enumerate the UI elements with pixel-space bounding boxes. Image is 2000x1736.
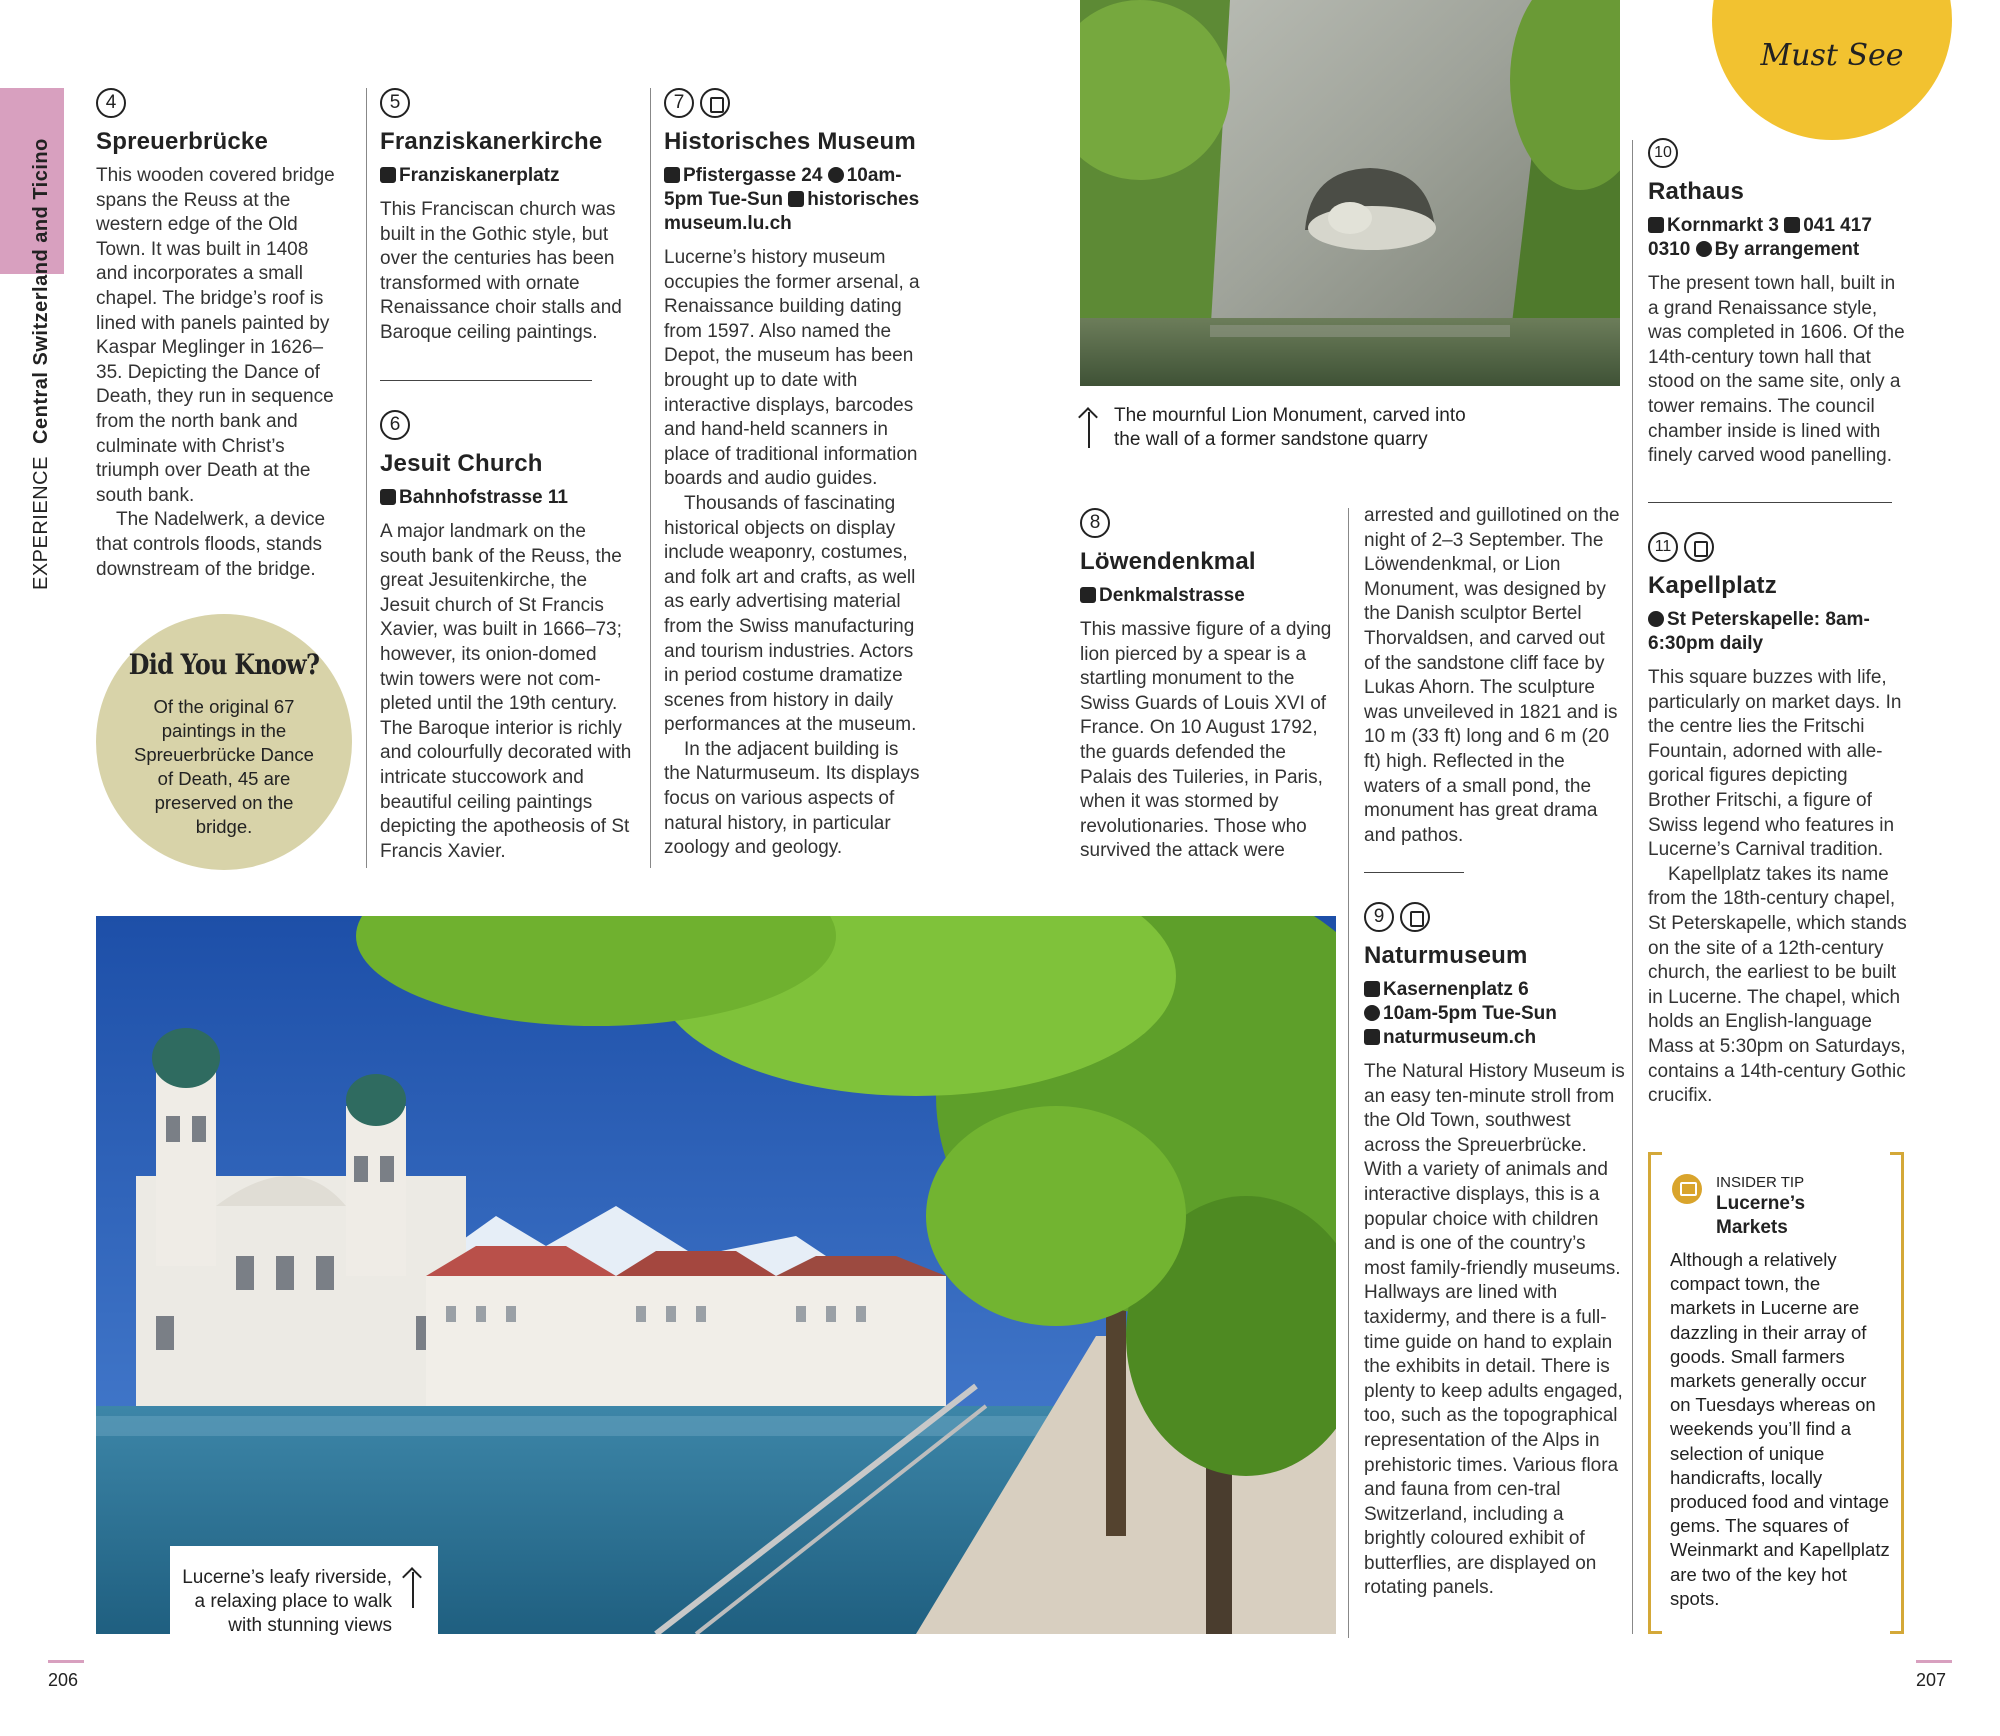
clock-icon	[1364, 1005, 1380, 1021]
separator	[1364, 872, 1464, 873]
section-label	[30, 138, 53, 590]
entry-body	[380, 198, 632, 346]
entry-hours: St Peterskapelle: 8am-6:30pm daily	[1648, 609, 1870, 654]
entry-address: Bahnhofstrasse 11	[380, 486, 632, 510]
entry-number: 11	[1648, 532, 1678, 562]
entry-title: Kapellplatz	[1648, 572, 1777, 599]
entry-info: Kornmarkt 3 041 417 0310 By arrangement	[1648, 215, 1872, 260]
entry-kapellplatz	[1648, 532, 1908, 1109]
entry-number: 4	[96, 88, 126, 118]
home-icon	[664, 167, 680, 183]
entry-franziskanerkirche	[380, 88, 632, 346]
paragraph: A major landmark on the south bank of the Reuss, the great Jesuitenkirche, the Jesuit church of St Francis Xavier, was built in 1666–73; however, its onion-domed twin towers were not com-pleted until the 19th century. The Baroque interior is richly and colourfully decorated with intricate stuccowork and beautiful ceiling paintings depicting the apotheosis of St Francis Xavier.	[380, 521, 632, 862]
paragraph: The Nadelwerk, a device that controls floods, stands downstream of the bridge.	[96, 509, 326, 580]
entry-number: 6	[380, 410, 410, 440]
entry-loewendenkmal	[1080, 508, 1338, 864]
paragraph: Lucerne’s history museum occupies the former arsenal, a Renaissance building dating from 1597. Also named the Depot, the museum has been brought up to date with interactive displays, barcodes and hand-held scanners in place of traditional information boards and audio guides.	[664, 247, 920, 490]
insider-tip-box	[1648, 1152, 1904, 1634]
caption-arrow-up	[1088, 412, 1090, 448]
must-see-badge	[1712, 0, 1952, 140]
web-icon	[1364, 1029, 1380, 1045]
did-you-know-title: Did You Know?	[128, 648, 320, 681]
divider	[650, 88, 651, 868]
home-icon	[380, 489, 396, 505]
family-friendly-icon	[1400, 902, 1430, 932]
did-you-know-box	[96, 614, 352, 870]
entry-number: 9	[1364, 902, 1394, 932]
web-icon	[788, 191, 804, 207]
paragraph: In the adjacent building is the Naturmuseum. Its displays focus on various aspects of natural history, in particular zoology and geology.	[664, 738, 920, 859]
entry-body	[96, 164, 336, 582]
did-you-know-text: Of the original 67 paintings in the Spreuerbrücke Dance of Death, 45 are preserved on the bridge.	[134, 696, 314, 837]
home-icon	[1080, 587, 1096, 603]
paragraph: This massive figure of a dying lion pierced by a spear is a startling monument to the Swiss Guards of Louis XVI of France. On 10 August 1792, the guards defended the Palais des Tuileries, in Paris, when it was stormed by revolutionaries. Those who survived the attack were	[1080, 619, 1332, 862]
entry-body	[380, 520, 632, 864]
paragraph: arrested and guillotined on the night of 2–3 September. The Löwendenkmal, or Lion Monument, was designed by the Danish sculptor Bertel Thorvaldsen, and carved out of the sandstone cliff face by Lukas Ahorn. The sculpture was unveileved in 1821 and is 10 m (33 ft) long and 6 m (20 ft) high. Reflected in the waters of a small pond, the monument has great drama and pathos.	[1364, 505, 1620, 846]
entry-title: Rathaus	[1648, 178, 1745, 205]
website-link[interactable]: historischesmuseum.lu.ch	[664, 189, 920, 234]
entry-title: Löwendenkmal	[1080, 548, 1256, 575]
entry-rathaus	[1648, 138, 1908, 469]
home-icon	[1648, 217, 1664, 233]
riverside-image	[96, 916, 1336, 1634]
paragraph: This wooden covered bridge spans the Reuss at the western edge of the Old Town. It was built in 1408 and incorporates a small chapel. The bridge’s roof is lined with panels painted by Kaspar Meglinger in 1626–35. Depicting the Dance of Death, they run in sequence from the north bank and culminate with Christ’s triumph over Death at the south bank.	[96, 165, 335, 506]
section-experience: EXPERIENCE	[30, 456, 52, 590]
insider-tip-title: Lucerne’s Markets	[1716, 1193, 1806, 1238]
entry-number: 5	[380, 88, 410, 118]
separator	[1648, 502, 1892, 503]
riverside-photo	[96, 916, 1336, 1634]
clock-icon	[828, 167, 844, 183]
entry-title: Historisches Museum	[664, 128, 916, 155]
entry-info: Kasernenplatz 6 10am-5pm Tue-Sun naturmuseum.ch	[1364, 978, 1626, 1050]
divider	[1348, 508, 1349, 1638]
paragraph: This square buzzes with life, particularly on market days. In the centre lies the Fritschi Fountain, adorned with alle-gorical figures depicting Brother Fritschi, a figure of Swiss legend who features in Lucerne’s Carnival tradition.	[1648, 667, 1902, 861]
must-see-label: Must See	[1760, 38, 1904, 73]
paragraph: Kapellplatz takes its name from the 18th-century chapel, St Peterskapelle, which stands on the site of a 12th-century church, the earliest to be built in Lucerne. The chapel, which holds an English-language Mass at 5:30pm on Saturdays, contains a 14th-century Gothic crucifix.	[1648, 863, 1907, 1107]
entry-info: Pfistergasse 24 10am-5pm Tue-Sun historischesmuseum.lu.ch	[664, 165, 920, 234]
paragraph: This Franciscan church was built in the Gothic style, but over the centuries has been transformed with ornate Renaissance choir stalls and Baroque ceiling paintings.	[380, 199, 622, 343]
entry-body	[1080, 618, 1338, 864]
entry-number: 8	[1080, 508, 1110, 538]
entry-title: Naturmuseum	[1364, 942, 1528, 969]
clock-icon	[1648, 611, 1664, 627]
entry-jesuit-church	[380, 410, 632, 864]
entry-address: Franziskanerplatz	[380, 164, 632, 188]
entry-body	[1648, 666, 1908, 1109]
caption-arrow-up	[412, 1572, 414, 1608]
home-icon	[1364, 981, 1380, 997]
divider	[1632, 140, 1633, 1634]
entry-spreuerbruecke	[96, 88, 336, 582]
paragraph: The Natural History Museum is an easy ten-minute stroll from the Old Town, southwest across the Spreuerbrücke. With a variety of animals and interactive displays, this is a popular choice with children and is one of the country’s most family-friendly museums. Hallways are lined with taxidermy, and there is a full-time guide on hand to explain the exhibits in detail. There is plenty to keep adults engaged, too, such as the topographical representation of the Alps in prehistoric times. Various flora and fauna from cen-tral Switzerland, including a brightly coloured exhibit of butterflies, are displayed on rotating panels.	[1364, 1061, 1625, 1599]
clock-icon	[1696, 241, 1712, 257]
entry-address: Denkmalstrasse	[1080, 584, 1338, 608]
entry-body	[1364, 1060, 1626, 1601]
entry-naturmuseum	[1364, 902, 1626, 1601]
shopping-icon	[1684, 532, 1714, 562]
divider	[366, 88, 367, 868]
lion-monument-photo	[1080, 0, 1620, 386]
insider-tip-label: INSIDER TIP	[1716, 1174, 1805, 1191]
entry-title: Spreuerbrücke	[96, 128, 269, 155]
entry-body	[1648, 272, 1908, 469]
home-icon	[380, 167, 396, 183]
entry-title: Jesuit Church	[380, 450, 543, 477]
bracket-left	[1648, 1152, 1662, 1634]
entry-number: 10	[1648, 138, 1678, 168]
section-region: Central Switzerland and Ticino	[30, 138, 52, 444]
riverside-caption: Lucerne’s leafy riverside, a relaxing place to walk with stunning views	[182, 1567, 392, 1636]
phone-icon	[1784, 217, 1800, 233]
speech-bubble-icon	[1672, 1174, 1702, 1204]
entry-historisches-museum	[664, 88, 926, 861]
lion-caption: The mournful Lion Monument, carved into the wall of a former sandstone quarry	[1114, 405, 1466, 450]
page-number-right: 207	[1916, 1670, 1947, 1690]
separator	[380, 380, 592, 381]
paragraph: The present town hall, built in a grand Renaissance style, was completed in 1606. Of the 14th-century town hall that stood on the same site, only a tower remains. The council chamber inside is lined with finely carved wood panelling.	[1648, 273, 1905, 467]
insider-tip-text: Although a relatively compact town, the markets in Lucerne are dazzling in their array of goods. Small farmers markets generally occur on Tuesdays whereas on weekends you’ll find a selection of unique handicrafts, locally produced food and vintage gems. The squares of Weinmarkt and Kapellplatz are two of the key hot spots.	[1670, 1249, 1890, 1609]
lion-monument-image	[1080, 0, 1620, 386]
entry-title: Franziskanerkirche	[380, 128, 603, 155]
entry-loewendenkmal-continued	[1364, 504, 1620, 848]
entry-body	[664, 246, 926, 861]
website-link[interactable]: naturmuseum.ch	[1383, 1027, 1537, 1048]
page-number-left: 206	[48, 1670, 79, 1690]
family-friendly-icon	[700, 88, 730, 118]
bracket-right	[1890, 1152, 1904, 1634]
entry-number: 7	[664, 88, 694, 118]
paragraph: Thousands of fascinating historical objects on display include weaponry, costumes, and folk art and crafts, as well as early advertising material from the Swiss manufacturing and tourism industries. Actors in period costume dramatize scenes from history in daily performances at the museum.	[664, 492, 917, 736]
